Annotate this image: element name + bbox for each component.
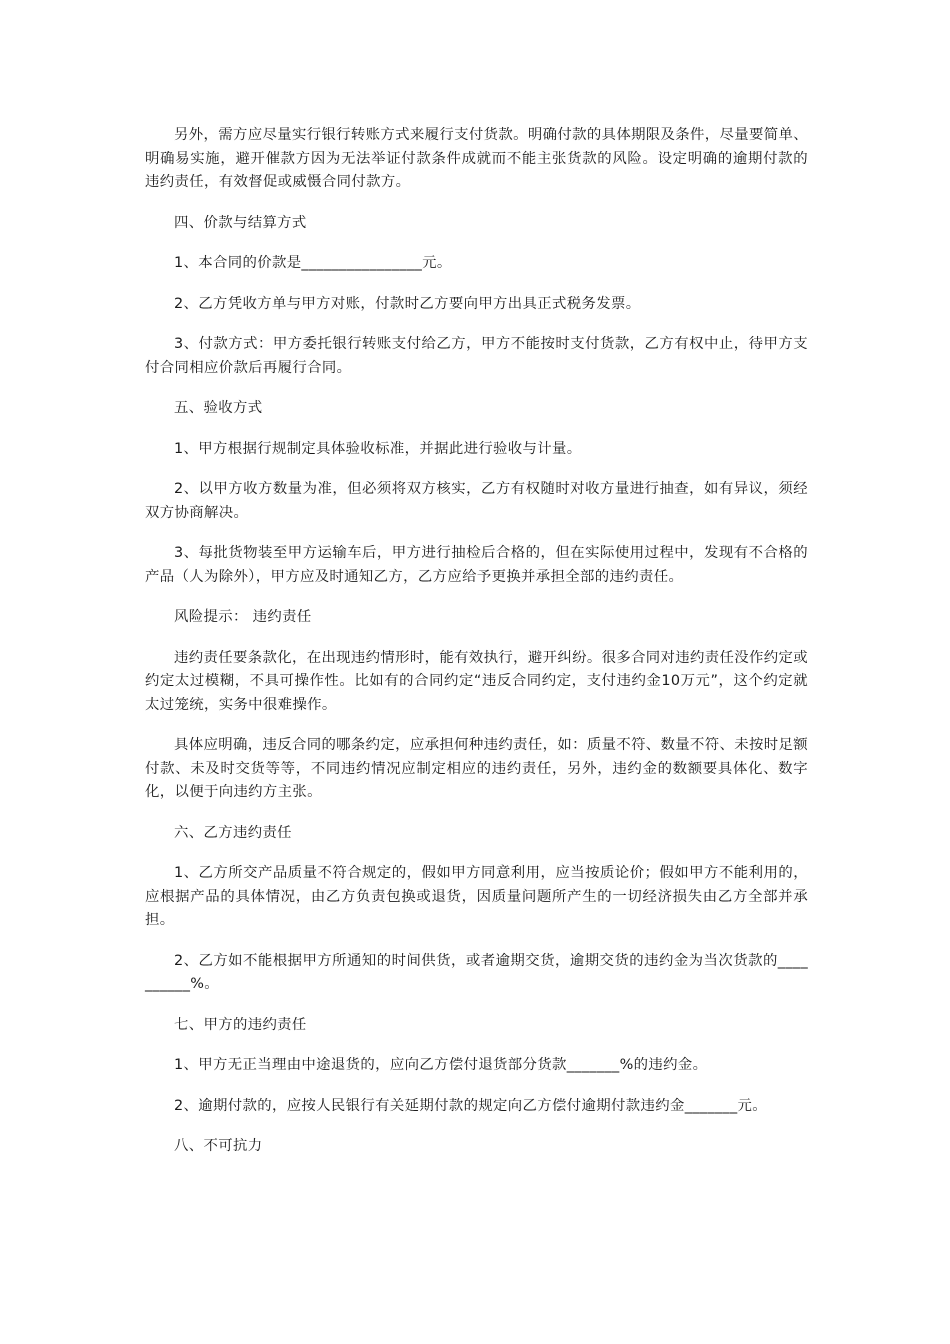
clause-unjustified-return: 1、甲方无正当理由中途退货的，应向乙方偿付退货部分货款_______%的违约金。	[174, 1057, 708, 1073]
document-page	[145, 124, 808, 1159]
clause-invoice: 2、乙方凭收方单与甲方对账，付款时乙方要向甲方出具正式税务发票。	[174, 295, 641, 312]
section-heading-force-majeure: 八、不可抗力	[174, 1138, 263, 1154]
section-heading-party-b-liability: 六、乙方违约责任	[174, 824, 292, 841]
section-heading-acceptance: 五、验收方式	[174, 400, 263, 416]
clause-late-delivery: 2、乙方如不能根据甲方所通知的时间供货，或者逾期交货，逾期交货的违约金为当次货款的__________%。	[145, 952, 808, 992]
clause-quality-nonconformance: 1、乙方所交产品质量不符合规定的，假如甲方同意利用，应当按质论价；假如甲方不能利用的，应根据产品的具体情况，由乙方负责包换或退货，因质量问题所产生的一切经济损失由乙方全部并承担。	[145, 865, 808, 928]
section-heading-price-settlement: 四、价款与结算方式	[174, 214, 307, 231]
clause-payment-method: 3、付款方式：甲方委托银行转账支付给乙方，甲方不能按时支付货款，乙方有权中止，待甲方支付合同相应价款后再履行合同。	[145, 336, 808, 376]
clause-defective-goods: 3、每批货物装至甲方运输车后，甲方进行抽检后合格的，但在实际使用过程中，发现有不合格的产品（人为除外），甲方应及时通知乙方，乙方应给予更换并承担全部的违约责任。	[145, 545, 808, 585]
clause-late-payment: 2、逾期付款的，应按人民银行有关延期付款的规定向乙方偿付逾期付款违约金_______元。	[174, 1097, 767, 1114]
clause-acceptance-standard: 1、甲方根据行规制定具体验收标准，并据此进行验收与计量。	[174, 440, 582, 457]
paragraph-payment-advice: 另外，需方应尽量实行银行转账方式来履行支付货款。明确付款的具体期限及条件，尽量要简单、明确易实施，避开催款方因为无法举证付款条件成就而不能主张货款的风险。设定明确的逾期付款的违约责任，有效督促或威慑合同付款方。	[145, 127, 808, 190]
risk-notice-heading: 风险提示： 违约责任	[174, 609, 312, 625]
paragraph-liability-specifics: 具体应明确，违反合同的哪条约定，应承担何种违约责任，如：质量不符、数量不符、未按时足额付款、未及时交货等等，不同违约情况应制定相应的违约责任，另外，违约金的数额要具体化、数字化，以便于向违约方主张。	[145, 737, 808, 800]
paragraph-liability-clauses: 违约责任要条款化，在出现违约情形时，能有效执行，避开纠纷。很多合同对违约责任没作约定或约定太过模糊，不具可操作性。比如有的合同约定“违反合同约定，支付违约金10万元”，这个约定就太过笼统，实务中很难操作。	[145, 649, 808, 713]
section-heading-party-a-liability: 七、甲方的违约责任	[174, 1016, 307, 1033]
clause-quantity-check: 2、以甲方收方数量为准，但必须将双方核实，乙方有权随时对收方量进行抽查，如有异议，须经双方协商解决。	[145, 481, 808, 521]
clause-price: 1、本合同的价款是________________元。	[174, 255, 452, 271]
